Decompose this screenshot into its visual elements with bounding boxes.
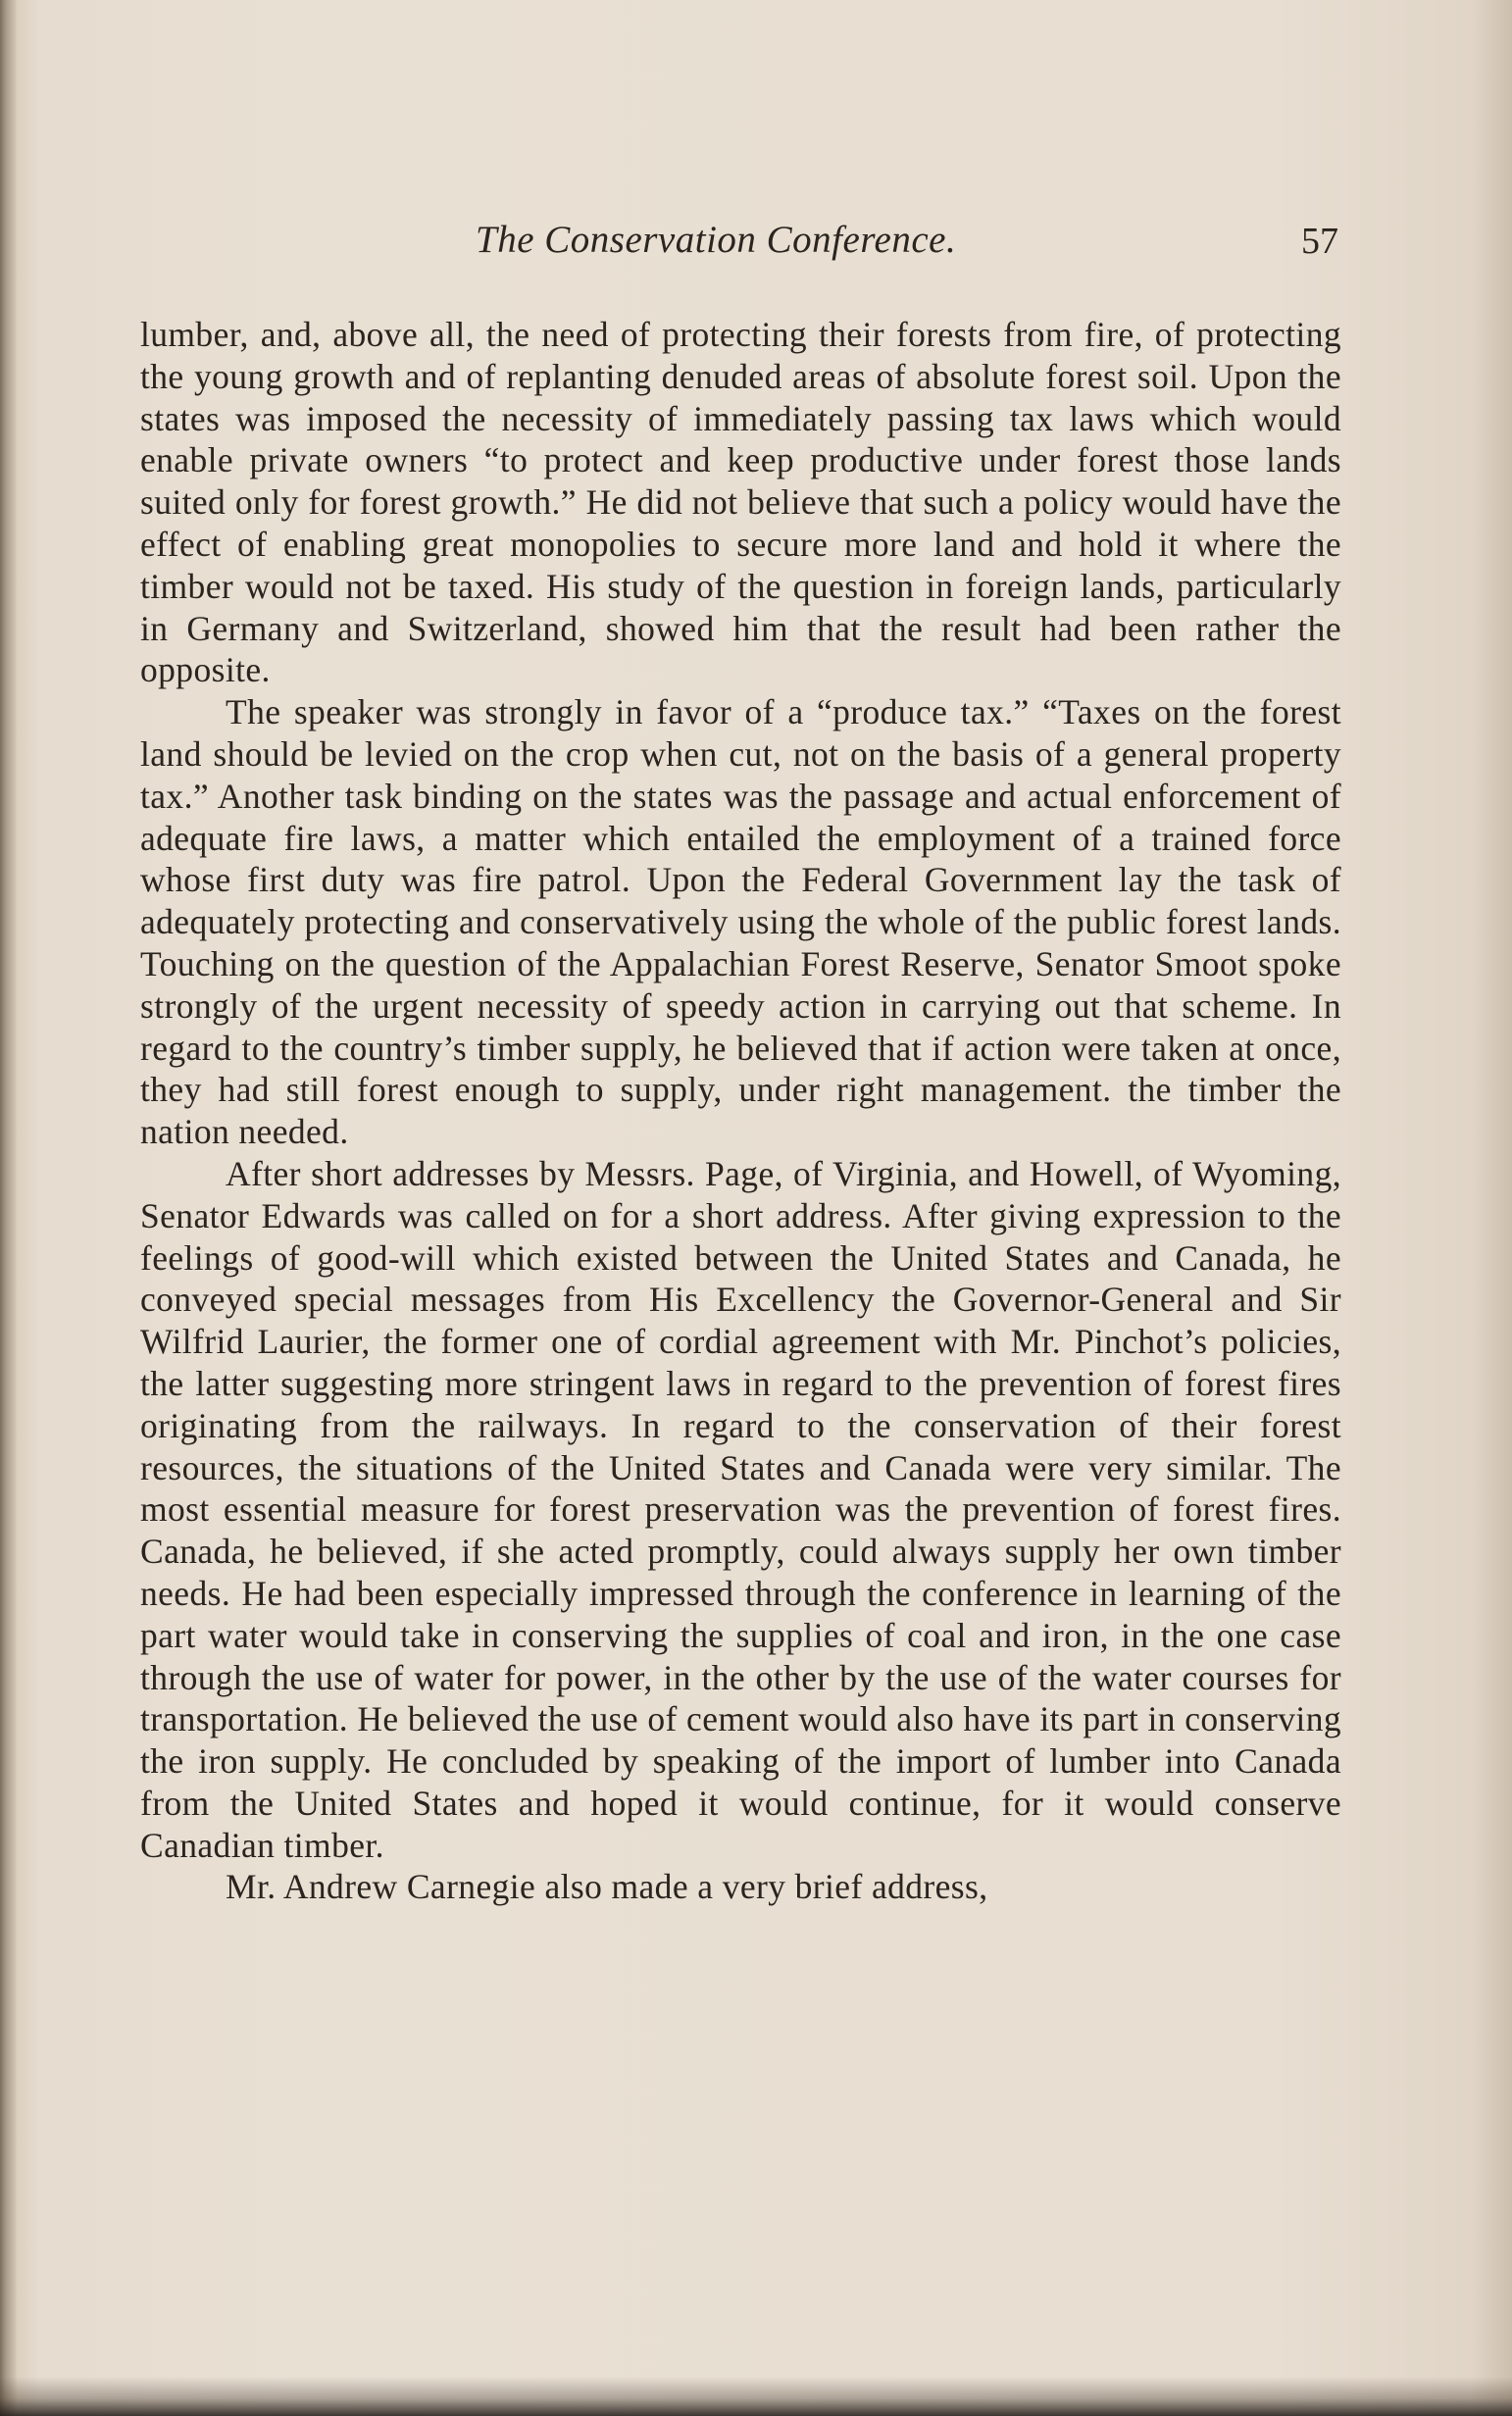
paragraph-1: lumber, and, above all, the need of protecting their forests from fire, of protecting the young growth and of replanting denuded areas of absolute forest soil. Upon the states was imposed the necessity of immediately passing tax laws which would enable private owners “to protect and keep productive under forest those lands suited only for forest growth.” He did not believe that such a policy would have the effect of enabling great monopolies to secure more land and hold it where the timber would not be taxed. His study of the question in foreign lands, particularly in Germany and Switzerland, showed him that the result had been rather the opposite. <box>140 315 1341 690</box>
running-title: The Conservation Conference. <box>476 219 957 261</box>
running-head <box>137 218 1338 277</box>
page-binding-edge <box>0 0 18 2416</box>
page-bottom-shadow <box>0 2377 1512 2416</box>
page-number: 57 <box>1301 221 1338 262</box>
paragraph-2: The speaker was strongly in favor of a “produce tax.” “Taxes on the forest land should be levied on the crop when cut, not on the basis of a general property tax.” Another task binding on the states was the passage and actual enforcement of adequate fire laws, a matter which entailed the employment of a trained force whose first duty was fire patrol. Upon the Federal Government lay the task of adequately protecting and conservatively using the whole of the public forest lands. Touching on the question of the Appalachian Forest Reserve, Senator Smoot spoke strongly of the urgent necessity of speedy action in carrying out that scheme. In regard to the country’s timber supply, he believed that if action were taken at once, they had still forest enough to supply, under right management. the timber the nation needed. <box>140 692 1341 1152</box>
paragraph-4: Mr. Andrew Carnegie also made a very brief address, <box>226 1867 988 1907</box>
paragraph-3: After short addresses by Messrs. Page, of Virginia, and Howell, of Wyoming, Senator Edwards was called on for a short address. After giving expression to the feelings of good-will which existed between the United States and Canada, he conveyed special messages from His Excellency the Governor-General and Sir Wilfrid Laurier, the former one of cordial agreement with Mr. Pinchot’s policies, the latter suggesting more stringent laws in regard to the prevention of forest fires originating from the railways. In regard to the conservation of their forest resources, the situations of the United States and Canada were very similar. The most essential measure for forest preservation was the prevention of forest fires. Canada, he believed, if she acted promptly, could always supply her own timber needs. He had been especially impressed through the conference in learning of the part water would take in conserving the supplies of coal and iron, in the one case through the use of water for power, in the other by the use of the water courses for transportation. He believed the use of cement would also have its part in conserving the iron supply. He concluded by speaking of the import of lumber into Canada from the United States and hoped it would continue, for it would conserve Canadian timber. <box>140 1153 1341 1865</box>
body-text <box>140 314 1341 1908</box>
